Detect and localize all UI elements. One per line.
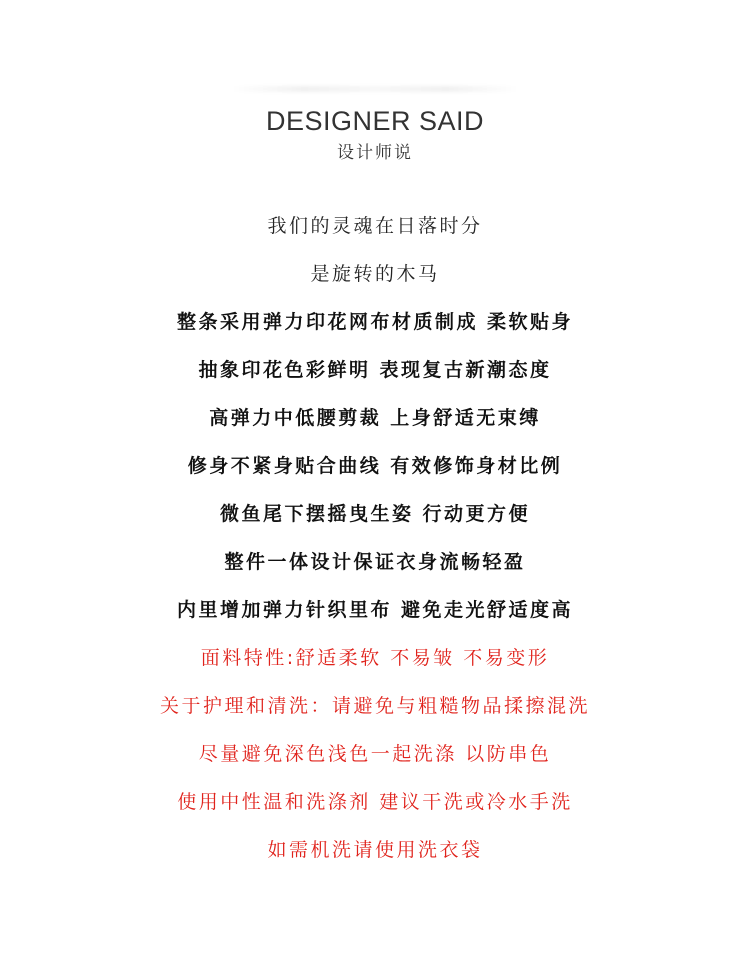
feature-line-4: 修身不紧身贴合曲线 有效修饰身材比例 — [187, 455, 563, 477]
description-line-1: 我们的灵魂在日落时分 — [267, 215, 483, 237]
feature-line-7: 内里增加弹力针织里布 避免走光舒适度高 — [176, 599, 574, 621]
feature-line-3: 高弹力中低腰剪裁 上身舒适无束缚 — [209, 407, 541, 429]
description-line-2: 是旋转的木马 — [310, 263, 440, 285]
care-line-3: 尽量避免深色浅色一起洗涤 以防串色 — [198, 743, 552, 765]
care-line-4: 使用中性温和洗涤剂 建议干洗或冷水手洗 — [177, 791, 573, 813]
feature-line-1: 整条采用弹力印花网布材质制成 柔软贴身 — [176, 311, 574, 333]
care-line-1: 面料特性:舒适柔软 不易皱 不易变形 — [200, 647, 550, 669]
description-lines — [0, 212, 750, 884]
feature-line-6: 整件一体设计保证衣身流畅轻盈 — [224, 551, 526, 573]
title-english: DESIGNER SAID — [265, 106, 485, 136]
section-header — [0, 105, 750, 164]
care-line-5: 如需机洗请使用洗衣袋 — [267, 839, 483, 861]
faded-decorative-bar — [232, 86, 518, 92]
care-line-2: 关于护理和清洗：请避免与粗糙物品揉擦混洗 — [159, 695, 590, 717]
feature-line-2: 抽象印花色彩鲜明 表现复古新潮态度 — [198, 359, 552, 381]
title-chinese: 设计师说 — [337, 143, 413, 163]
feature-line-5: 微鱼尾下摆摇曳生姿 行动更方便 — [219, 503, 531, 525]
